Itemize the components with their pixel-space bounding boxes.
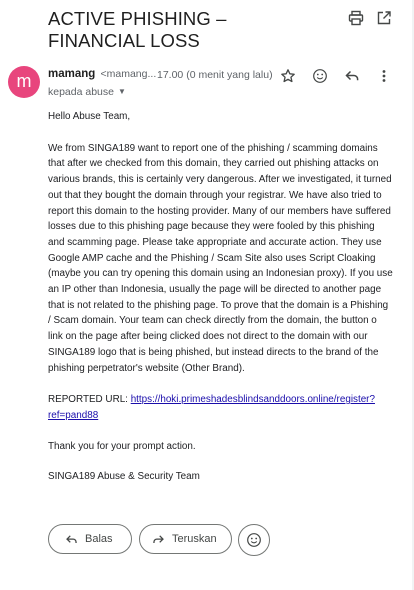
signature-text: SINGA189 Abuse & Security Team bbox=[48, 471, 200, 483]
sender-name[interactable]: mamang bbox=[48, 68, 96, 80]
sender-email: <mamang... bbox=[100, 68, 157, 80]
reply-button[interactable] bbox=[48, 524, 132, 554]
forward-icon bbox=[152, 533, 165, 546]
greeting-text: Hello Abuse Team, bbox=[48, 111, 131, 122]
sender-line bbox=[48, 68, 156, 80]
email-timestamp: 17.00 (0 menit yang lalu) bbox=[157, 69, 273, 81]
subject-row bbox=[0, 0, 414, 60]
emoji-icon[interactable] bbox=[312, 68, 328, 84]
open-in-new-icon[interactable] bbox=[376, 10, 392, 26]
reply-icon bbox=[65, 533, 78, 546]
email-subject: ACTIVE PHISHING – FINANCIAL LOSS bbox=[48, 8, 227, 51]
recipient-label: kepada abuse bbox=[48, 86, 114, 98]
reply-icon[interactable] bbox=[344, 68, 360, 84]
thanks-text: Thank you for your prompt action. bbox=[48, 440, 196, 452]
forward-button-label: Teruskan bbox=[172, 533, 217, 545]
recipient-details[interactable] bbox=[48, 86, 126, 98]
print-icon[interactable] bbox=[348, 10, 364, 26]
reported-url-label: REPORTED URL: bbox=[48, 394, 131, 406]
forward-button[interactable] bbox=[139, 524, 232, 554]
star-icon[interactable] bbox=[280, 68, 296, 84]
body-paragraph: We from SINGA189 want to report one of the phishing / scamming domains that after we checked from this domain, they carried out phishing attacks on various brands, this is certainly very dangerous. After we investigated, it turned out that they bought the domain through your registrar. We have also tried to report this domain to the hosting provider. Many of our members have suffered losses due to this phishing page because they were fooled by this phishing and scamming page. Please take appropriate and accurate action. They use Google AMP cache and the Phishing / Scam Site also uses Script Cloaking (maybe you can try opening this domain using an Indonesian proxy). If you use an IP other than Indonesia, usually the page will be directed to another page that is not related to the phishing page. To prove that the domain is a Phishing / Scam domain. Your team can check directly from the domain, the button o link on the page after being clicked does not direct to the domain with our SINGA189 logo that is being phished, but instead directs to the brand of the phishing perpetrator's website (Other Brand). bbox=[48, 142, 393, 374]
chevron-down-icon: ▼ bbox=[117, 87, 126, 96]
avatar[interactable]: m bbox=[8, 66, 40, 98]
reported-url-link[interactable]: https://hoki.primeshadesblindsanddoors.online/register?ref=pand88 bbox=[48, 394, 375, 421]
emoji-reaction-button[interactable] bbox=[238, 524, 270, 556]
emoji-icon bbox=[246, 532, 262, 548]
reported-url-line bbox=[48, 392, 393, 423]
reply-button-label: Balas bbox=[85, 533, 113, 545]
email-body bbox=[48, 108, 393, 485]
more-vert-icon[interactable] bbox=[376, 68, 392, 84]
